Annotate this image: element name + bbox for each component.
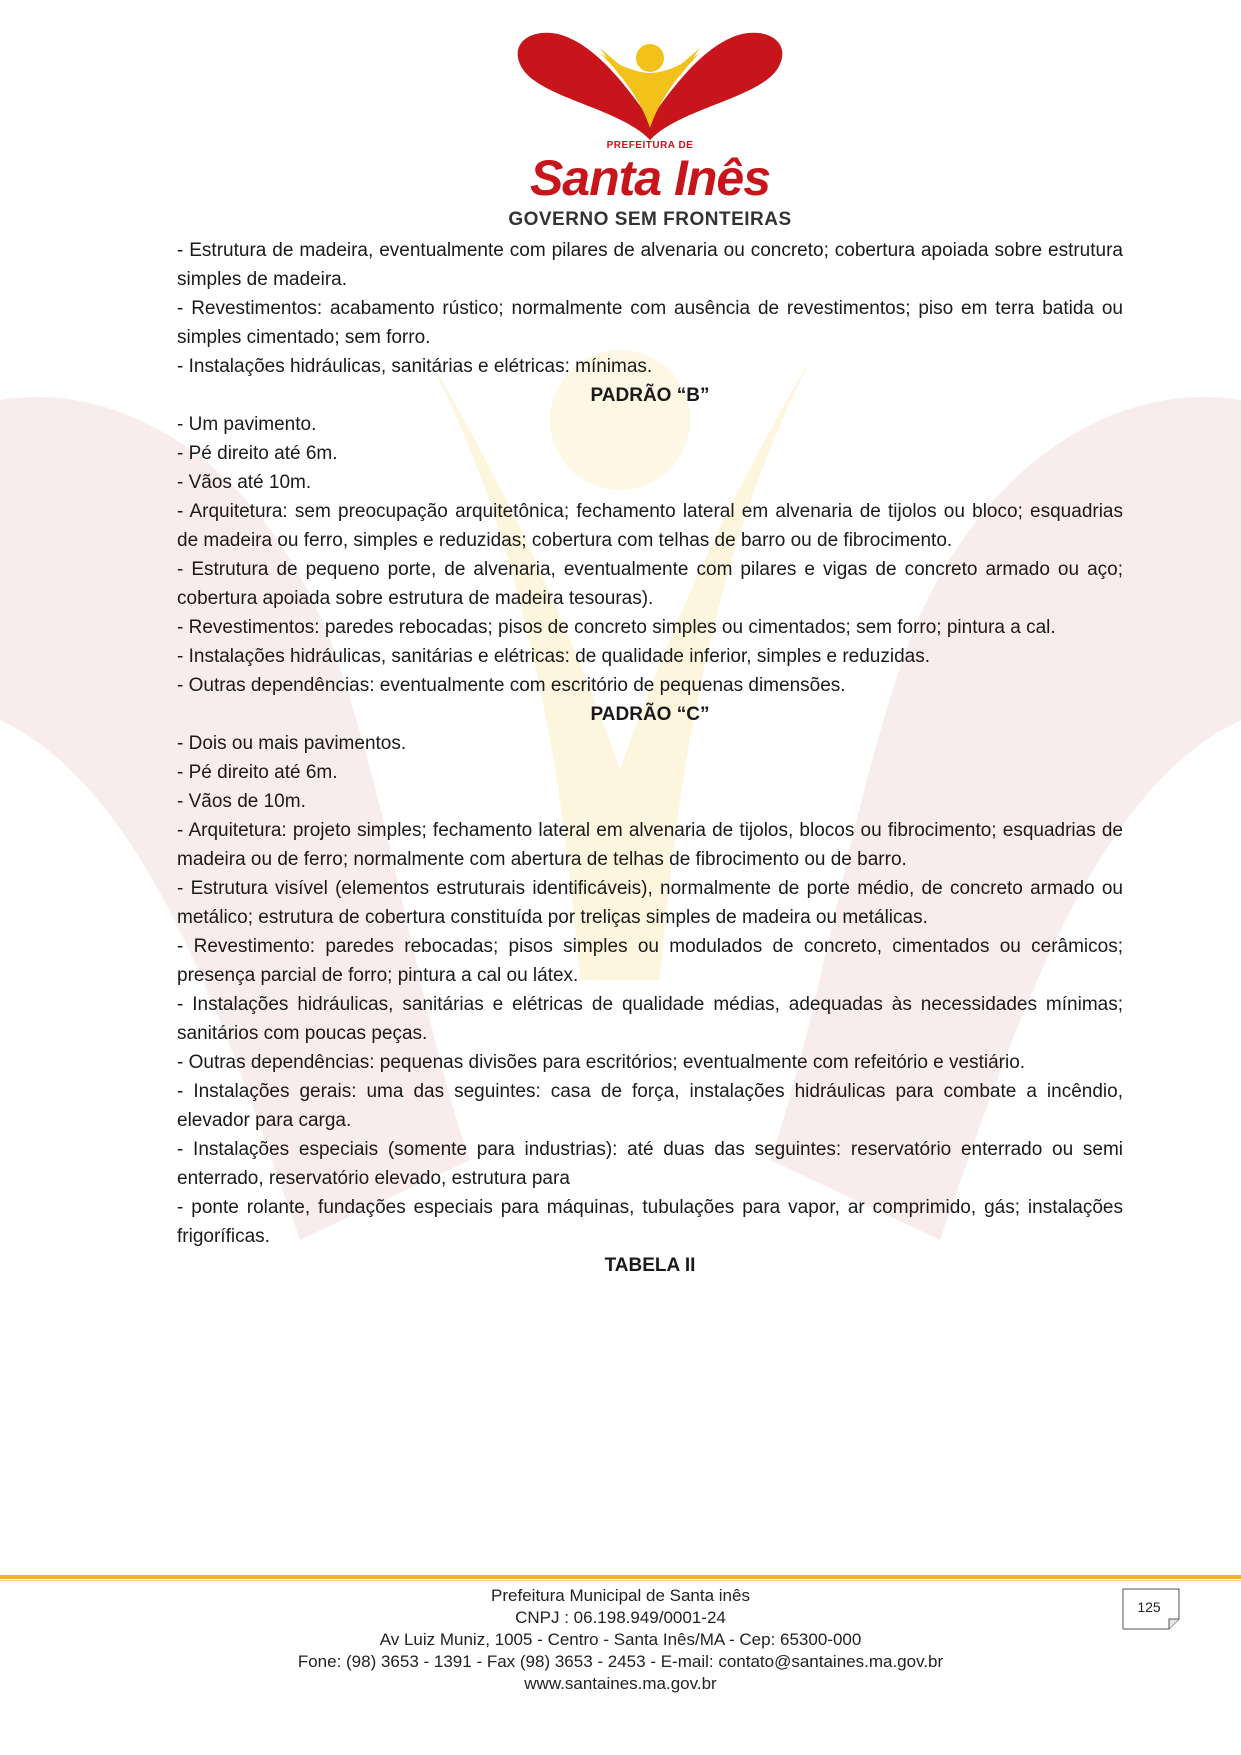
footer-divider [0, 1575, 1241, 1579]
list-item: - Estrutura de pequeno porte, de alvenaria, eventualmente com pilares e vigas de concreto armado ou aço; cobertura apoiada sobre estrutura de madeira tesouras). [177, 559, 1123, 609]
heart-figure-icon [500, 28, 800, 148]
footer-divider-thin [0, 1580, 1241, 1581]
footer-contact: Fone: (98) 3653 - 1391 - Fax (98) 3653 - 2453 - E-mail: contato@santaines.ma.gov.br [297, 1652, 944, 1671]
page-number-box [1122, 1588, 1180, 1630]
santa-ines-logo [500, 28, 800, 230]
list-item: - Instalações especiais (somente para industrias): até duas das seguintes: reservatório enterrado ou semi enterrado, reservatório elevado, estrutura para [177, 1139, 1123, 1189]
list-item: - Outras dependências: pequenas divisões para escritórios; eventualmente com refeitório e vestiário. [177, 1052, 1026, 1073]
logo-slogan: GOVERNO SEM FRONTEIRAS [508, 209, 792, 230]
list-item: - Instalações gerais: uma das seguintes: casa de força, instalações hidráulicas para combate a incêndio, elevador para carga. [177, 1081, 1123, 1131]
footer-org-name: Prefeitura Municipal de Santa inês [491, 1586, 750, 1605]
paragraph: - Instalações hidráulicas, sanitárias e elétricas: mínimas. [177, 356, 653, 377]
list-item: - Pé direito até 6m. [177, 762, 338, 783]
logo-small-text: PREFEITURA DE [606, 140, 694, 151]
paragraph: - Estrutura de madeira, eventualmente com pilares de alvenaria ou concreto; cobertura apoiada sobre estrutura simples de madeira. [177, 240, 1123, 290]
list-item: - Um pavimento. [177, 414, 317, 435]
document-body [177, 236, 1123, 1280]
list-item: - Instalações hidráulicas, sanitárias e elétricas de qualidade médias, adequadas às necessidades mínimas; sanitários com poucas peças. [177, 994, 1123, 1044]
list-item: - Arquitetura: projeto simples; fechamento lateral em alvenaria de tijolos, blocos ou fibrocimento; esquadrias de madeira ou de ferro; normalmente com abertura de telhas de fibrocimento ou de barro. [177, 820, 1123, 870]
list-item: - Revestimento: paredes rebocadas; pisos simples ou modulados de concreto, cimentados ou cerâmicos; presença parcial de forro; pintura a cal ou látex. [177, 936, 1123, 986]
list-item: - ponte rolante, fundações especiais para máquinas, tubulações para vapor, ar comprimido, gás; instalações frigoríficas. [177, 1197, 1123, 1247]
footer-website: www.santaines.ma.gov.br [524, 1674, 717, 1693]
footer-address: Av Luiz Muniz, 1005 - Centro - Santa Inês/MA - Cep: 65300-000 [379, 1630, 862, 1649]
logo-name: Santa Inês [529, 150, 771, 206]
list-item: - Arquitetura: sem preocupação arquitetônica; fechamento lateral em alvenaria de tijolos ou bloco; esquadrias de madeira ou ferro, simples e reduzidas; cobertura com telhas de barro ou de fibrocimento. [177, 501, 1123, 551]
list-item: - Vãos de 10m. [177, 791, 306, 812]
list-item: - Instalações hidráulicas, sanitárias e elétricas: de qualidade inferior, simples e reduzidas. [177, 646, 931, 667]
footer-cnpj: CNPJ : 06.198.949/0001-24 [515, 1608, 726, 1627]
list-item: - Estrutura visível (elementos estruturais identificáveis), normalmente de porte médio, de concreto armado ou metálico; estrutura de cobertura constituída por treliças simples de madeira ou metálicas. [177, 878, 1123, 928]
section-heading-padrao-c: PADRÃO “C” [590, 704, 710, 725]
paragraph: - Revestimentos: acabamento rústico; normalmente com ausência de revestimentos; piso em terra batida ou simples cimentado; sem forro. [177, 298, 1123, 348]
table-title: TABELA II [604, 1255, 696, 1276]
list-item: - Revestimentos: paredes rebocadas; pisos de concreto simples ou cimentados; sem forro; pintura a cal. [177, 617, 1056, 638]
page-number: 125 [1137, 1599, 1161, 1615]
list-item: - Dois ou mais pavimentos. [177, 733, 407, 754]
list-item: - Outras dependências: eventualmente com escritório de pequenas dimensões. [177, 675, 846, 696]
page-footer [0, 1585, 1241, 1695]
list-item: - Vãos até 10m. [177, 472, 312, 493]
section-heading-padrao-b: PADRÃO “B” [590, 385, 710, 406]
list-item: - Pé direito até 6m. [177, 443, 338, 464]
